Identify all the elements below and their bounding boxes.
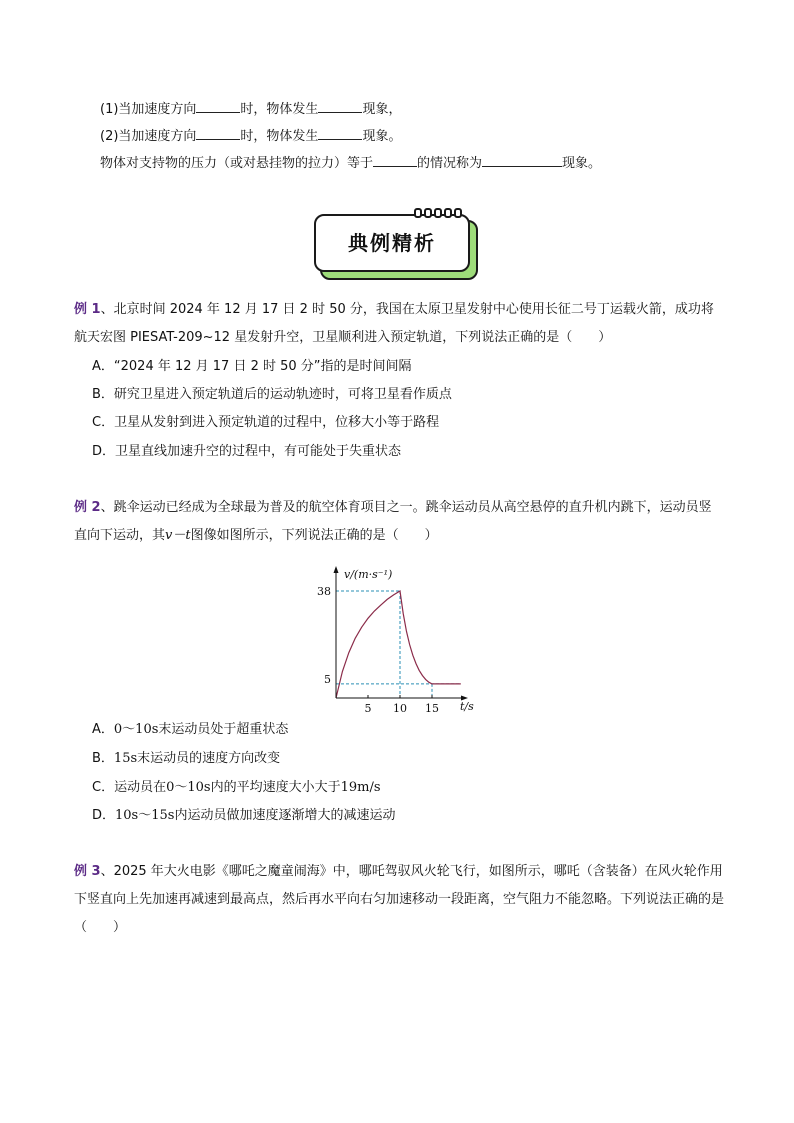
option-prefix: C．运动员在 (92, 780, 167, 795)
option-prefix: D． (92, 808, 116, 823)
intro-line-2 (100, 125, 401, 145)
example-text: 、北京时间 2024 年 12 月 17 日 2 时 50 分，我国在太原卫星发射中心使用长征二号丁运载火箭，成功将航天宏图 PIESAT-209~12 星发射升空，卫星顺利进入预定轨道，下列说法正确的是（ ） (74, 302, 714, 345)
option-prefix: A． (92, 722, 114, 737)
option-math: 0～10s (113, 722, 159, 737)
example-text: 图像如图所示，下列说法正确的是（ ） (190, 528, 438, 543)
guide-lines (336, 591, 461, 698)
intro-text: 时，物体发生 (240, 129, 319, 144)
option-math: 0～10s (166, 780, 211, 795)
intro-text: 的情况称为 (417, 156, 483, 171)
section-title: 典例精析 (314, 214, 470, 272)
y-tick-label: 38 (317, 585, 331, 598)
intro-text: 现象。 (562, 156, 602, 171)
intro-text: (1)当加速度方向 (100, 102, 197, 117)
option-math: 10s～15s (115, 808, 175, 823)
blank[interactable] (196, 125, 240, 140)
velocity-curve (336, 591, 461, 698)
option-math: 15s (113, 751, 138, 766)
intro-text: 时，物体发生 (240, 102, 319, 117)
y-axis-label: v/(m·s⁻¹) (344, 568, 393, 581)
example-1-option-c: C．卫星从发射到进入预定轨道的过程中，位移大小等于路程 (92, 415, 440, 430)
y-axis-arrow-icon (334, 566, 339, 573)
intro-line-1 (100, 98, 401, 118)
option-text: 内的平均速度大小大于 (210, 780, 341, 795)
section-banner (314, 214, 480, 282)
blank[interactable] (318, 98, 362, 113)
intro-text: 物体对支持物的压力（或对悬挂物的拉力）等于 (100, 156, 374, 171)
example-label: 例 1 (74, 302, 101, 317)
blank[interactable] (318, 125, 362, 140)
y-tick-label: 5 (324, 673, 331, 686)
example-2-option-c (92, 780, 381, 796)
example-2-option-a (92, 722, 288, 738)
example-2-option-b (92, 751, 280, 767)
example-1-stem (74, 296, 724, 352)
example-text: 、跳伞运动已经成为全球最为普及的航空体育项目之一。跳伞运动员从高空悬停的直升机内跳下，运动员竖直向下运动，其 (74, 500, 712, 543)
binder-rings-icon (414, 208, 464, 218)
option-math: 19m/s (340, 780, 381, 795)
option-text: 内运动员做加速度逐渐增大的减速运动 (174, 808, 396, 823)
option-prefix: B． (92, 751, 114, 766)
intro-text: 现象， (362, 102, 402, 117)
blank[interactable] (482, 152, 562, 167)
blank[interactable] (196, 98, 240, 113)
example-1-option-b: B．研究卫星进入预定轨道后的运动轨迹时，可将卫星看作质点 (92, 387, 452, 402)
option-text: 末运动员的速度方向改变 (137, 751, 281, 766)
x-axis-label: t/s (460, 700, 474, 713)
example-label: 例 3 (74, 864, 101, 879)
vt-graph (314, 560, 474, 714)
option-text: 末运动员处于超重状态 (158, 722, 289, 737)
example-1-option-a: A．“2024 年 12 月 17 日 2 时 50 分”指的是时间间隔 (92, 359, 412, 374)
example-1-option-d: D．卫星直线加速升空的过程中，有可能处于失重状态 (92, 444, 402, 459)
vt-symbol: v－t (165, 528, 191, 543)
intro-text: 现象。 (362, 129, 402, 144)
intro-text: (2)当加速度方向 (100, 129, 197, 144)
example-3-stem (74, 858, 724, 942)
example-2-stem (74, 494, 724, 550)
x-tick-label: 10 (393, 702, 407, 714)
example-text: 、2025 年大火电影《哪吒之魔童闹海》中，哪吒驾驭风火轮飞行，如图所示，哪吒（含装备）在风火轮作用下竖直向上先加速再减速到最高点，然后再水平向右匀加速移动一段距离，空气阻力不能忽略。下列说法正确的是（ ） (74, 864, 725, 935)
x-tick-label: 15 (425, 702, 439, 714)
example-label: 例 2 (74, 500, 101, 515)
intro-line-3 (100, 152, 601, 172)
example-2-option-d (92, 808, 395, 824)
blank[interactable] (373, 152, 417, 167)
x-tick-label: 5 (364, 702, 372, 714)
